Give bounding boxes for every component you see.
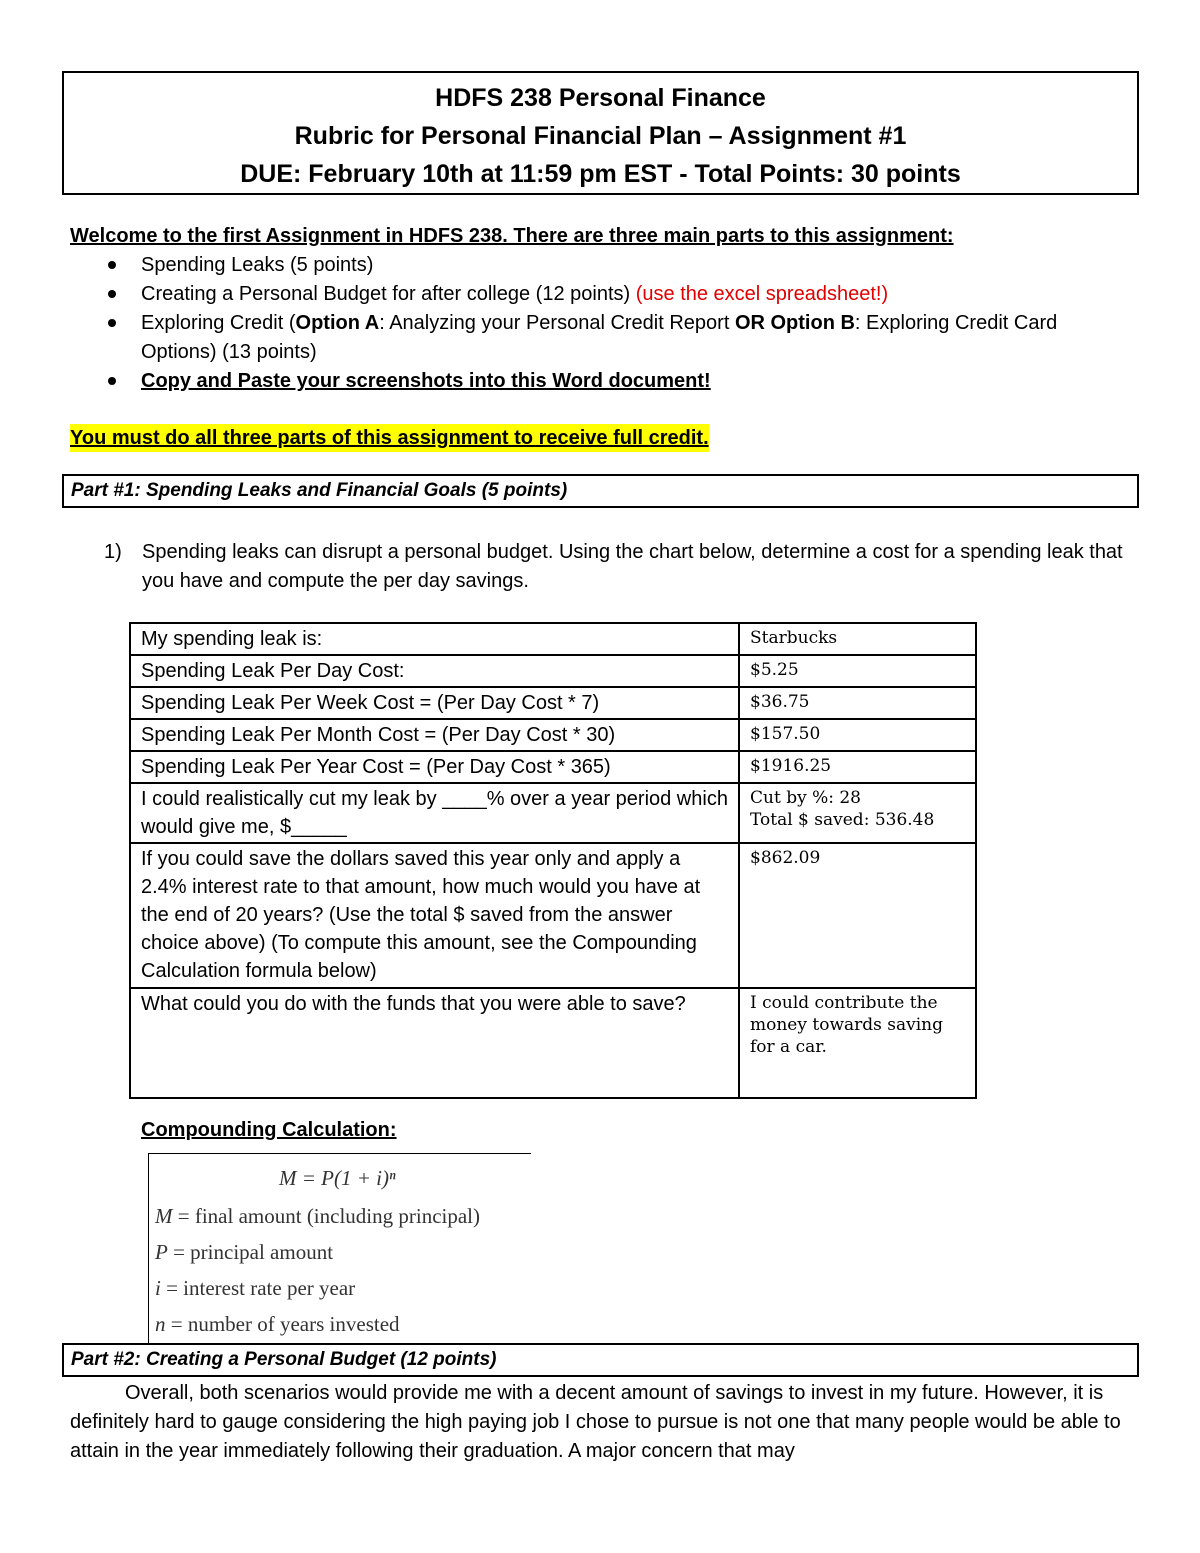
due-date: DUE: February 10th at 11:59 pm EST - Total Points: 30 points	[240, 160, 961, 188]
rubric-title: Rubric for Personal Financial Plan – Assignment #1	[294, 122, 907, 150]
cut-percent: Cut by %: 28	[750, 788, 861, 808]
table-row: Spending Leak Per Year Cost = (Per Day Cost * 365) $1916.25	[130, 751, 976, 783]
intro-section	[70, 222, 1130, 396]
formula-def: i = interest rate per year	[155, 1276, 356, 1300]
table-row: Spending Leak Per Month Cost = (Per Day Cost * 30) $157.50	[130, 719, 976, 751]
total-saved: Total $ saved: 536.48	[750, 810, 935, 830]
table-row: My spending leak is: Starbucks	[130, 623, 976, 655]
part2-title: Part #2: Creating a Personal Budget (12 points)	[62, 1343, 1139, 1377]
table-row: Spending Leak Per Day Cost: $5.25	[130, 655, 976, 687]
table-row: I could realistically cut my leak by ____% over a year period which would give me, $_____ Cut by %: 28 Total $ saved: 536.48	[130, 783, 976, 843]
spending-leak-table	[129, 622, 977, 1099]
part1-title: Part #1: Spending Leaks and Financial Goals (5 points)	[62, 474, 1139, 508]
compounding-formula	[148, 1153, 531, 1344]
course-title: HDFS 238 Personal Finance	[435, 84, 766, 112]
formula-def: n = number of years invested	[155, 1312, 400, 1336]
bullet-icon	[108, 377, 116, 385]
question-text: Spending leaks can disrupt a personal budget. Using the chart below, determine a cost for a spending leak that you have and compute the per day savings.	[142, 541, 1123, 592]
bullet-icon	[108, 290, 116, 298]
table-row: What could you do with the funds that you were able to save? I could contribute the money towards saving for a car.	[130, 988, 976, 1098]
parts-list	[70, 251, 1130, 396]
list-item: Exploring Credit (Option A: Analyzing your Personal Credit Report OR Option B: Exploring Credit Card Options) (13 points)	[70, 309, 1130, 367]
formula-def: M = final amount (including principal)	[155, 1204, 481, 1228]
question-number: 1)	[104, 541, 122, 563]
assignment-header	[62, 71, 1139, 195]
table-row: If you could save the dollars saved this year only and apply a 2.4% interest rate to that amount, how much would you have at the end of 20 years? (Use the total $ saved from the answer choice above) (To compute this amount, see the Compounding Calculation formula below) $862.09	[130, 843, 976, 988]
formula-equation: M = P(1 + i)ⁿ	[279, 1166, 396, 1190]
excel-note: (use the excel spreadsheet!)	[635, 283, 889, 305]
formula-def: P = principal amount	[155, 1240, 334, 1264]
list-item: Spending Leaks (5 points)	[70, 251, 1130, 280]
list-item: Copy and Paste your screenshots into this Word document!	[70, 367, 1130, 396]
bullet-icon	[108, 261, 116, 269]
list-item: Creating a Personal Budget for after college (12 points) (use the excel spreadsheet!)	[70, 280, 1130, 309]
compounding-title: Compounding Calculation:	[141, 1119, 397, 1141]
table-row: Spending Leak Per Week Cost = (Per Day Cost * 7) $36.75	[130, 687, 976, 719]
intro-title: Welcome to the first Assignment in HDFS 238. There are three main parts to this assignment:	[70, 225, 954, 247]
bullet-icon	[108, 319, 116, 327]
question-1	[104, 538, 1134, 596]
budget-paragraph: Overall, both scenarios would provide me with a decent amount of savings to invest in my future. However, it is definitely hard to gauge considering the high paying job I chose to pursue is not one that many people would be able to attain in the year immediately following their graduation. A major concern that may	[70, 1382, 1121, 1462]
full-credit-notice: You must do all three parts of this assignment to receive full credit.	[70, 424, 709, 452]
